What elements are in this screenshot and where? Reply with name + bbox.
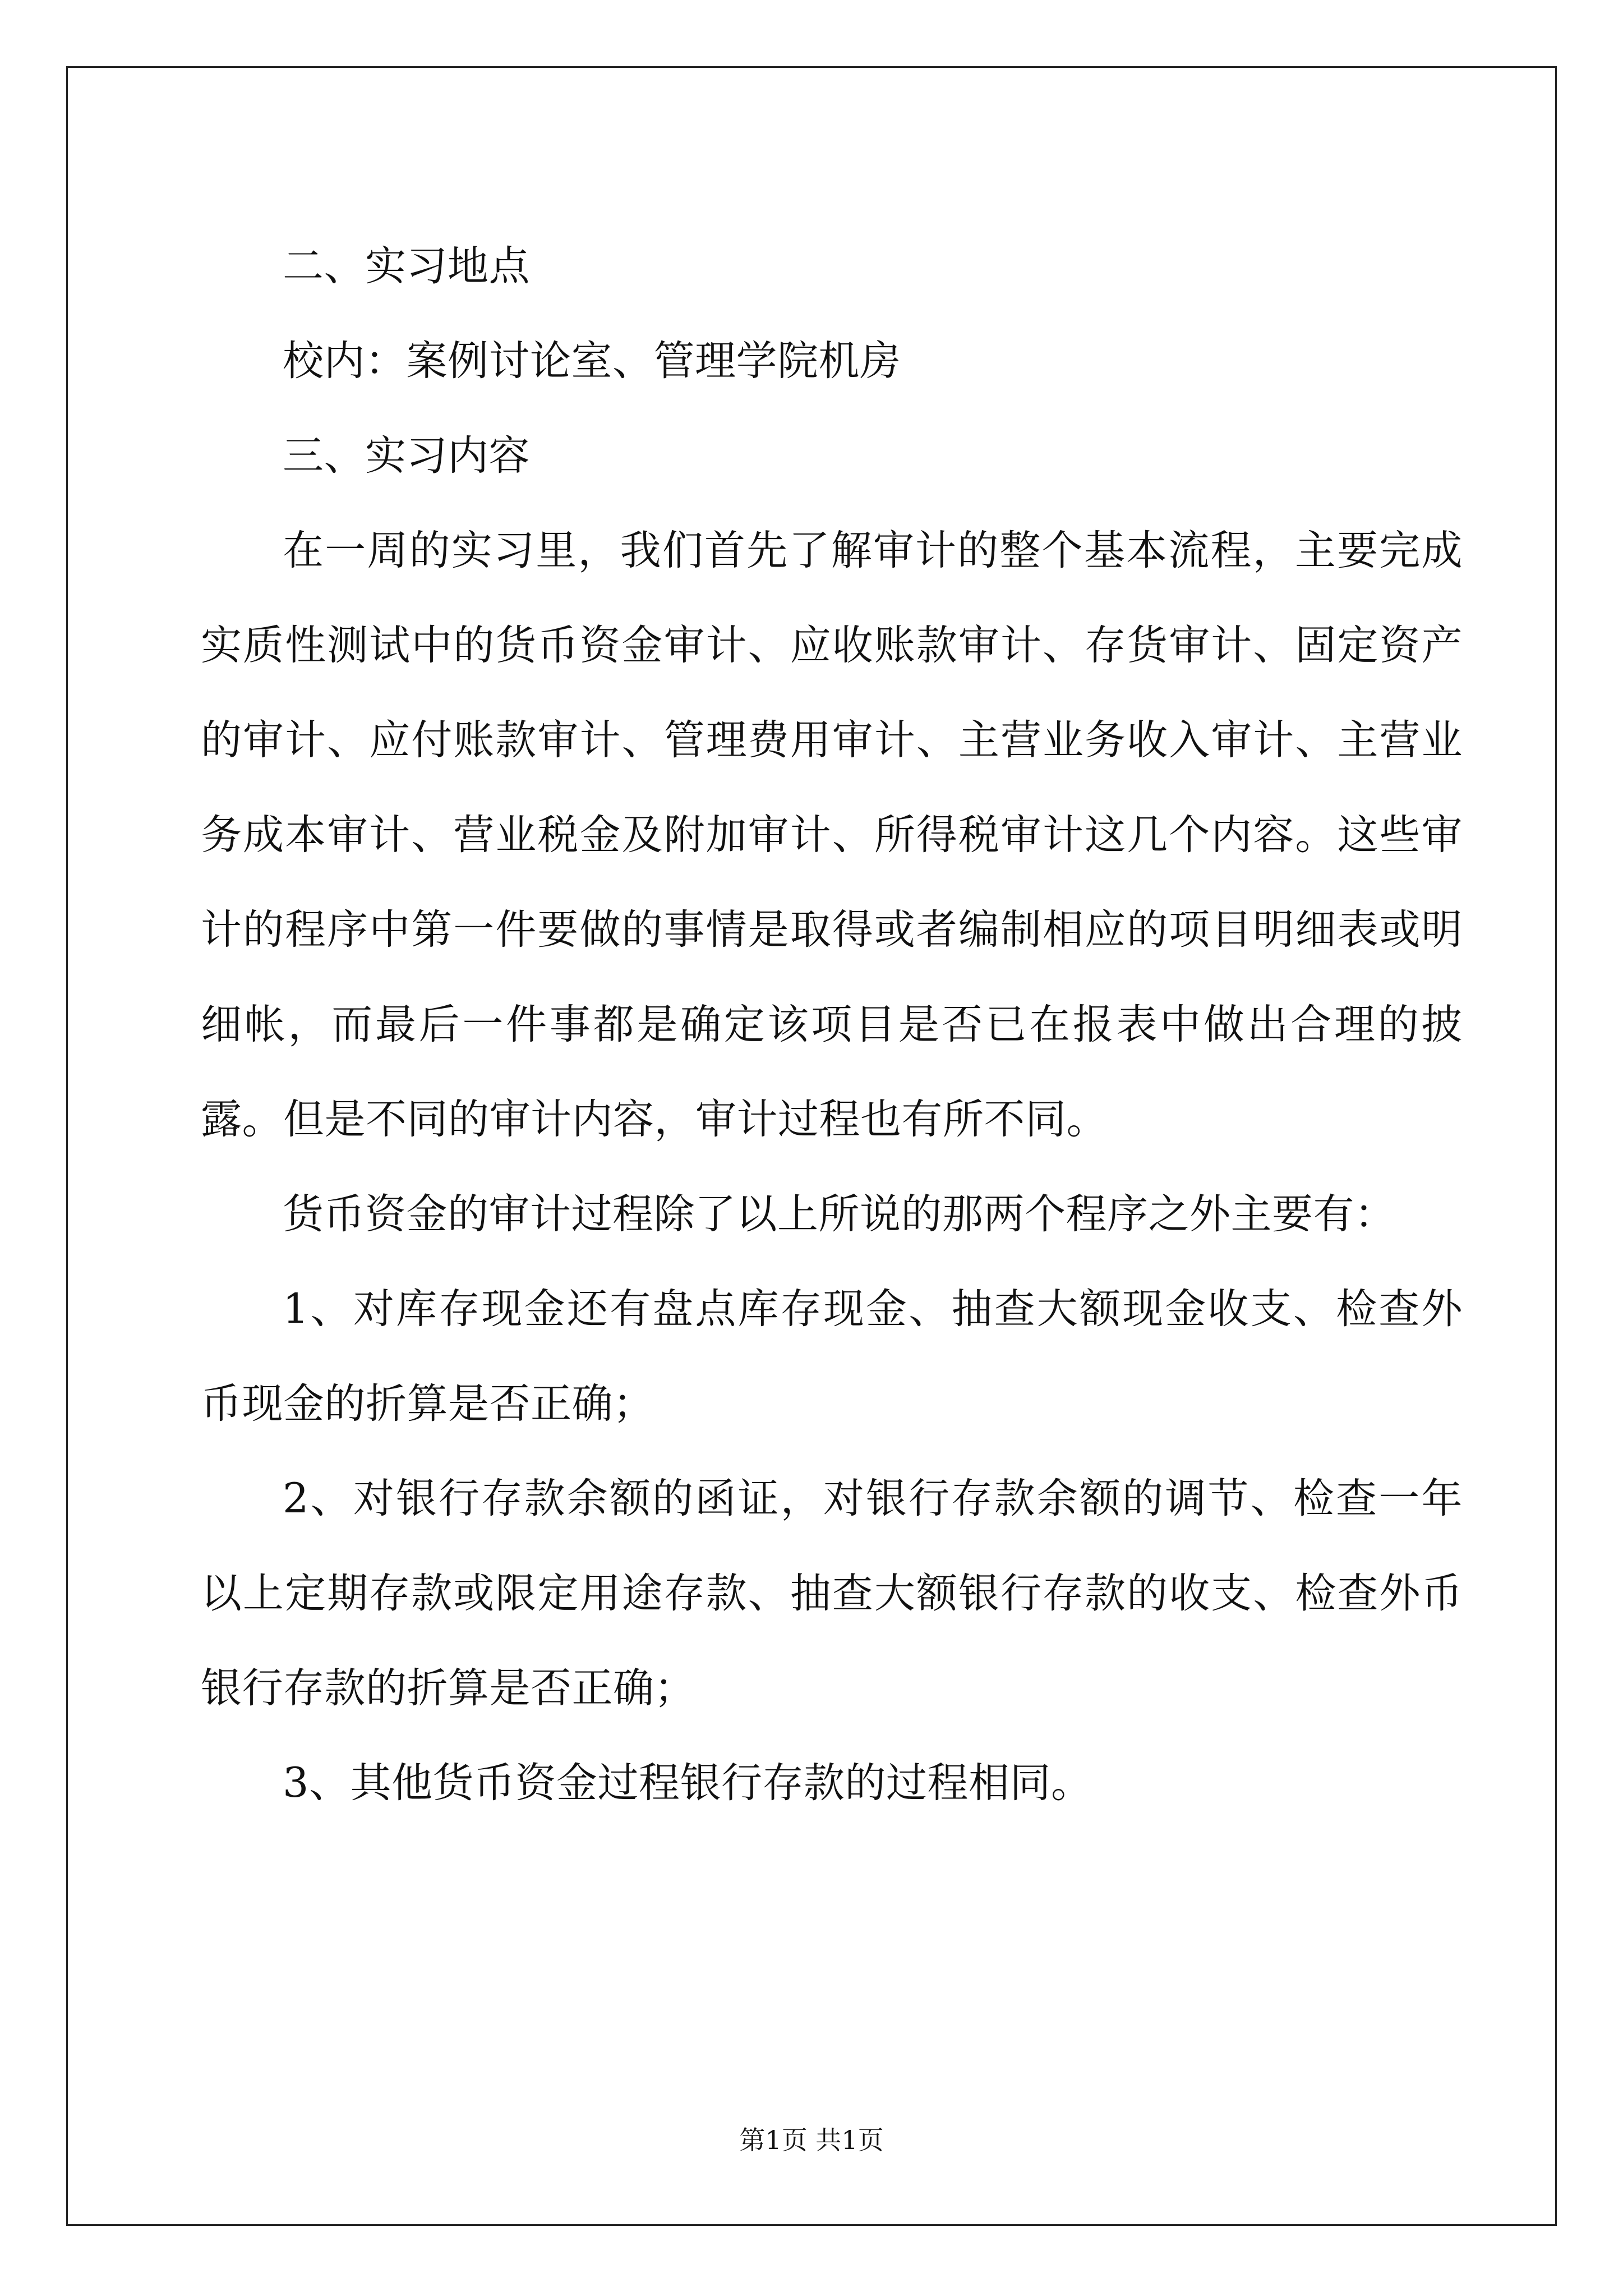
section-heading-location: 二、实习地点 <box>283 242 530 290</box>
document-body <box>201 219 1463 1830</box>
list-item-2: 2、对银行存款余额的函证，对银行存款余额的调节、检查一年以上定期存款或限定用途存款、抽查大额银行存款的收支、检查外币银行存款的折算是否正确； <box>201 1475 1463 1712</box>
page-number-footer: 第1页 共1页 <box>739 2125 884 2155</box>
section-heading-content: 三、实习内容 <box>283 432 530 480</box>
paragraph-location-detail: 校内：案例讨论室、管理学院机房 <box>283 337 901 385</box>
paragraph-cash-audit-intro: 货币资金的审计过程除了以上所说的那两个程序之外主要有： <box>283 1190 1396 1238</box>
list-item-3: 3、其他货币资金过程银行存款的过程相同。 <box>283 1759 1092 1807</box>
list-item-1: 1、对库存现金还有盘点库存现金、抽查大额现金收支、检查外币现金的折算是否正确； <box>201 1285 1463 1428</box>
paragraph-audit-overview: 在一周的实习里，我们首先了解审计的整个基本流程，主要完成实质性测试中的货币资金审计、应收账款审计、存货审计、固定资产的审计、应付账款审计、管理费用审计、主营业务收入审计、主营业务成本审计、营业税金及附加审计、所得税审计这几个内容。这些审计的程序中第一件要做的事情是取得或者编制相应的项目明细表或明细帐，而最后一件事都是确定该项目是否已在报表中做出合理的披露。但是不同的审计内容，审计过程也有所不同。 <box>201 527 1463 1143</box>
